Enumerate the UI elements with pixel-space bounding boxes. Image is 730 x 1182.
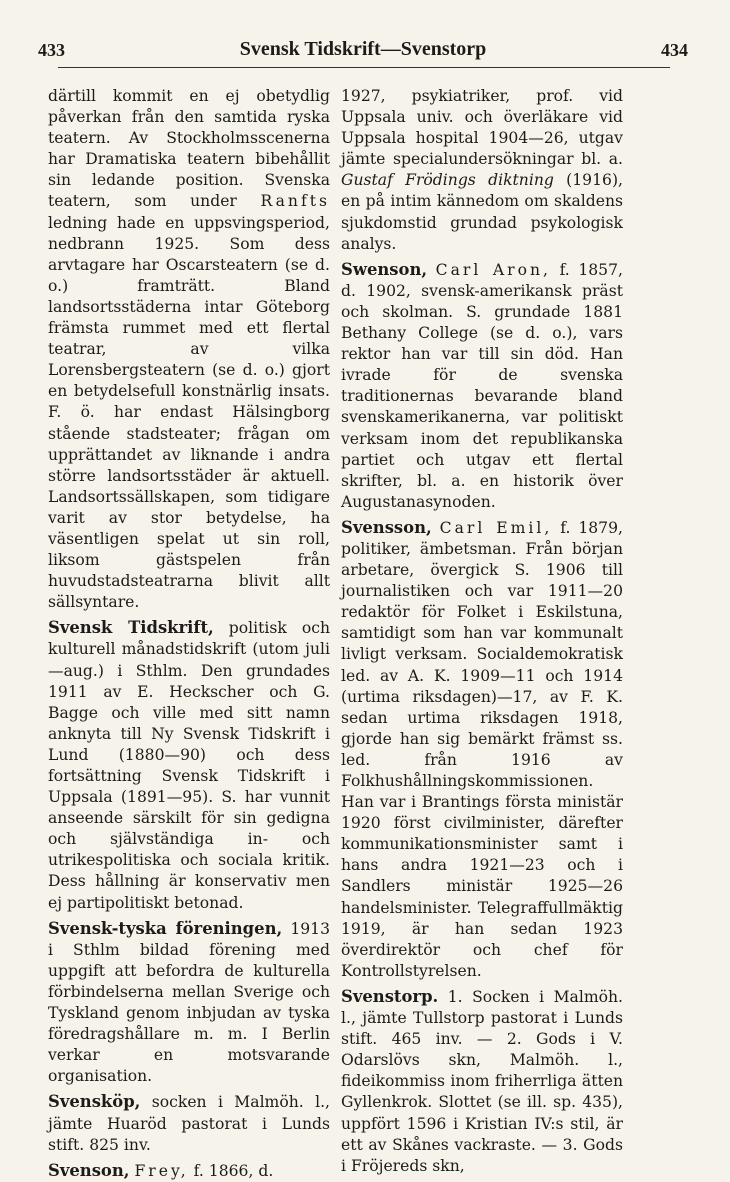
spaced-name: Frey, [134,1161,189,1180]
entry-svensk-tidskrift [48,617,330,913]
entry-text: politisk och kulturell månadstidskrift (utom juli—aug.) i Sthlm. Den grundades 1911 av E. Heckscher och G. Bagge och ville med sitt namn anknyta till Ny Svensk Tidskrift i Lund (1880—90) och dess fortsättning Svensk Tidskrift i Uppsala (1891—95). S. har vunnit anseende särskilt för sin gedigna och självständiga in- och utrikespolitiska och sociala kritik. Dess hållning är konservativ men ej partipolitiskt betonad. [48,619,331,912]
entry-text: f. 1857, d. 1902, svensk-amerikansk präst och skolman. S. grundade 1881 Bethany College (se d. o.), vars rektor han var till sin död. Han ivrade för de svenska traditionernas bevarande bland svenskamerikanerna, var politiskt verksam inom det republikanska partiet och utgav ett flertal skrifter, bl. a. en historik över Augustanasynoden. [341,260,623,511]
running-title: Svensk Tidskrift—Svenstorp [239,38,487,60]
work-title: Gustaf Frödings diktning [341,171,554,190]
entry-text: ledning hade en uppsvingsperiod, nedbrann 1925. Som dess arvtagare har Oscarsteatern (se d. o.) framträtt. Bland landsortsstäderna intar Göteborg främsta rummet med ett flertal teatrar, av vilka Lorensbergsteatern (se d. o.) gjort en betydelsefull konstnärlig insats. F. ö. har endast Hälsingborg stående stadsteater; frågan om upprättandet av liknande i andra större landsortsstäder är aktuell. Landsortssällskapen, som tidigare varit av stor betydelse, ha väsentligen spelat ut sin roll, liksom gästspelen från huvudstadsteatrarna blivit allt sällsyntare. [48,213,330,612]
continued-entry [341,86,623,255]
entry-text: 1927, psykiatriker, prof. vid Uppsala univ. och överläkare vid Uppsala hospital 1904—26, utgav jämte specialundersökningar bl. a. [341,87,623,169]
entry-svenskop [48,1091,330,1155]
continued-entry [48,86,330,613]
entry-svenstorp [341,986,623,1177]
running-header [38,36,688,64]
headword: Swenson, [341,259,428,279]
entry-text: socken i Malmöh. l., jämte Huaröd pastorat i Lunds stift. 825 inv. [48,1093,330,1154]
left-column [48,86,330,1182]
entry-text: därtill kommit en ej obetydlig påverkan från den samtida ryska teatern. Av Stockholmsscenerna har Dramatiska teatern bibehållit sin ledande position. Svenska teatern, som under [48,87,330,211]
spaced-name: Carl Emil, [439,518,553,537]
entry-swenson [341,259,623,513]
entry-text: 1. Socken i Malmöh. l., jämte Tullstorp pastorat i Lunds stift. 465 inv. — 2. Gods i V. Odarslövs skn, Malmöh. l., fideikommiss inom friherrliga ätten Gyllenkrok. Slottet (se ill. sp. 435), uppfört 1596 i Kristian IV:s stil, är ett av Skånes vackraste. — 3. Gods i Fröjereds skn, [341,987,623,1175]
page-number-left: 433 [38,40,65,60]
entry-svensk-tyska-foreningen [48,918,330,1088]
headword: Svenstorp. [341,986,439,1006]
entry-text: f. 1879, politiker, ämbetsman. Från början arbetare, övergick S. 1906 till journalistiken och var 1911—20 redaktör för Folket i Eskilstuna, samtidigt som han var kommunalt livligt verksam. Socialdemokratisk led. av A. K. 1909—11 och 1914 (urtima riksdagen)—17, av F. K. sedan urtima riksdagen 1918, gjorde han sig bemärkt främst ss. led. från 1916 av Folkhushållningskommissionen. Han var i Brantings första ministär 1920 först civilminister, därefter kommunikationsminister samt i hans andra 1921—23 och i Sandlers ministär 1925—26 handelsminister. Telegraffullmäktig 1919, är han sedan 1923 överdirektör och chef för Kontrollstyrelsen. [341,518,623,980]
headword: Svensköp, [48,1092,141,1112]
header-rule [58,67,670,68]
entry-svensson [341,517,623,982]
entry-text: (1916), en på intim kännedom om skaldens sjukdomstid grundad psykologisk analys. [341,171,623,253]
entry-text: 1913 i Sthlm bildad förening med uppgift att befordra de kulturella förbindelserna mellan Sverige och Tyskland genom inbjudan av tyska föredragshållare m. m. I Berlin verkar en motsvarande organisation. [48,919,330,1086]
entry-svenson [48,1160,330,1182]
headword: Svenson, [48,1160,130,1180]
right-column [341,86,623,1177]
spaced-name: Ranfts [260,192,330,211]
headword: Svensk-tyska föreningen, [48,918,283,938]
entry-text: f. 1866, d. [193,1161,274,1180]
headword: Svensk Tidskrift, [48,618,214,638]
page-number-right: 434 [661,40,688,60]
headword: Svensson, [341,517,432,537]
spaced-name: Carl Aron, [435,260,552,279]
